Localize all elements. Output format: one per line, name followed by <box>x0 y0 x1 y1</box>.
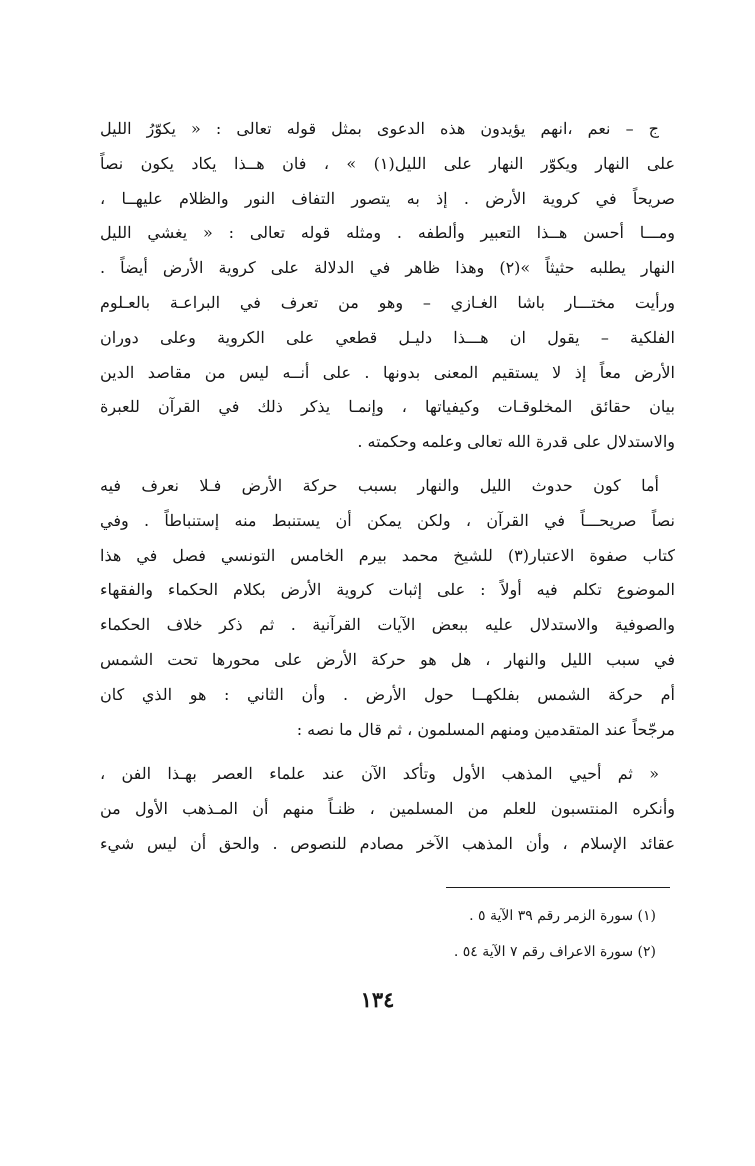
text-line: عقائد الإسلام ، وأن المذهب الآخر مصادم للنصوص . والحق أن ليس شيء <box>100 833 675 853</box>
text-line: والصوفية والاستدلال عليه ببعض الآيات القرآنية . ثم ذكر خلاف الحكماء <box>100 615 675 635</box>
text-line: الأرض معاً إذ لا يستقيم المعنى بدونها . على أنــه ليس من مقاصد الدين <box>100 362 675 382</box>
text-line: صريحاً في كروية الأرض . إذ به يتصور التفاف النور والظلام عليهــا ، <box>100 188 675 208</box>
text-line: « ثم أحيي المذهب الأول وتأكد الآن عند علماء العصر بهـذا الفن ، <box>100 764 659 783</box>
footnotes <box>300 898 656 970</box>
text-line: بيان حقائق المخلوقـات وكيفياتها ، وإنمـا يذكر ذلك في القرآن للعبرة <box>100 397 675 417</box>
text-line: ومـــا أحسن هــذا التعبير وألطفه . ومثله قوله تعالى : « يغشي الليل <box>100 223 675 243</box>
text-line: ج – نعم ،انهم يؤيدون هذه الدعوى بمثل قوله تعالى : « يكوّرُ الليل <box>100 119 659 138</box>
text-line: أم حركة الشمس بفلكهــا حول الأرض . وأن الثاني : هو الذي كان <box>100 684 675 704</box>
text-line: نصاً صريحـــاً في القرآن ، ولكن يمكن أن يستنبط منه إستنباطاً . وفي <box>100 510 675 530</box>
paragraph-1 <box>100 112 675 460</box>
page-number: ١٣٤ <box>360 987 395 1012</box>
text-line: وأنكره المنتسبون للعلم من المسلمين ، ظنـاً منهم أن المـذهب الأول من <box>100 798 675 818</box>
text-line: والاستدلال على قدرة الله تعالى وعلمه وحكمته . <box>357 432 675 452</box>
text-line: مرجّحاً عند المتقدمين ومنهم المسلمون ، ثم قال ما نصه : <box>296 719 675 739</box>
text-line: على النهار ويكوّر النهار على الليل(١) » ، فان هــذا يكاد يكون نصاً <box>100 153 675 173</box>
text-line: كتاب صفوة الاعتبار(٣) للشيخ محمد بيرم الخامس التونسي فصل في هذا <box>100 545 675 565</box>
text-line: ورأيت مختـــار باشا الغـازي – وهو من تعرف في البراعـة بالعـلوم <box>100 292 675 312</box>
footnote-2: (٢) سورة الاعراف رقم ٧ الآية ٥٤ . <box>453 944 656 960</box>
footnote-separator <box>446 887 670 888</box>
text-line: الموضوع تكلم فيه أولاً : على إثبات كروية الأرض بكلام الحكماء والفقهاء <box>100 580 675 600</box>
text-line: النهار يطلبه حثيثاً »(٢) وهذا ظاهر في الدلالة على كروية الأرض أيضاً . <box>100 258 675 278</box>
text-line: أما كون حدوث الليل والنهار بسبب حركة الأرض فـلا نعرف فيه <box>100 476 660 495</box>
paragraph-3 <box>100 757 675 861</box>
footnote-1: (١) سورة الزمر رقم ٣٩ الآية ٥ . <box>469 908 656 924</box>
text-line: الفلكية – يقول ان هـــذا دليـل قطعي على الكروية وعلى دوران <box>100 327 675 347</box>
text-line: في سبب الليل والنهار ، هل هو حركة الأرض على محورها تحت الشمس <box>100 649 675 669</box>
paragraph-2 <box>100 469 675 747</box>
